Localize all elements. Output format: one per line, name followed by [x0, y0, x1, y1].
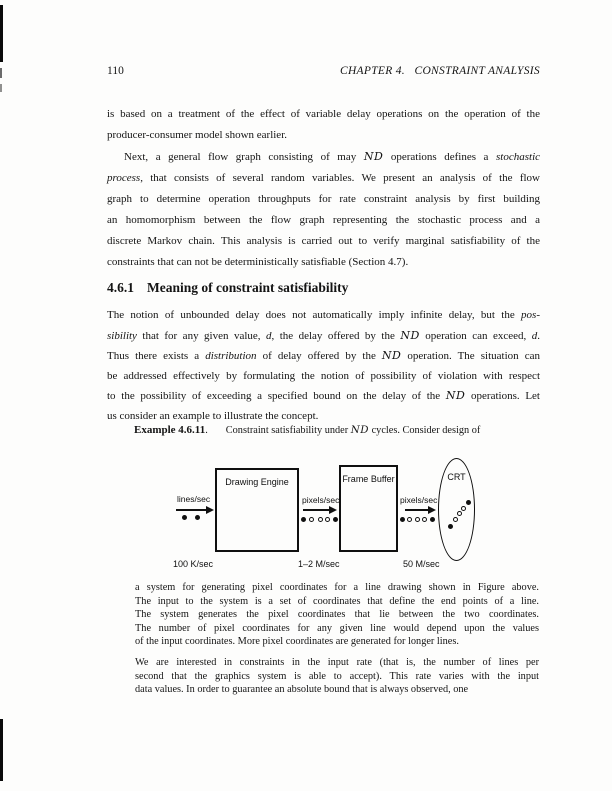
scan-artifact — [0, 5, 3, 62]
example-label-period: . — [205, 425, 208, 436]
text-line: of the input coordinates. More pixel coordinates are generated for longer lines. — [135, 636, 459, 647]
text-line: is based on a treatment of the effect of variable delay operations on the operation of the — [107, 108, 540, 120]
text-line: We are interested in constraints in the input rate (that is, the number of lines per — [135, 657, 539, 668]
text-line: Next, a general flow graph consisting of may ND operations defines a stochastic — [124, 150, 541, 163]
chapter-header: CHAPTER 4. CONSTRAINT ANALYSIS — [339, 65, 540, 77]
text-line: process, that consists of several random variables. We present an analysis of the flow — [107, 172, 540, 184]
example-intro: Constraint satisfiability under ND cycles. Consider design of — [225, 424, 481, 436]
input-arrow — [176, 509, 206, 511]
nd-script-symbol: ND — [363, 150, 384, 163]
text-line: discrete Markov chain. This analysis is carried out to verify marginal satisfiability of the — [107, 235, 540, 247]
nd-script-symbol: ND — [445, 389, 466, 402]
example-paragraph-2 — [135, 656, 539, 697]
token-dot-filled — [195, 515, 200, 520]
example-paragraph-1 — [135, 581, 539, 649]
rate-input: 100 K/sec — [173, 559, 214, 569]
frame-buffer-box — [339, 465, 398, 552]
token-dot-open — [415, 517, 420, 522]
flow-arrowhead-3 — [428, 506, 436, 514]
token-dot-open — [407, 517, 412, 522]
flow-label-pixels-per-sec-1: pixels/sec — [302, 495, 340, 505]
token-dot-open — [309, 517, 314, 522]
frame-buffer-label: Frame Buffer — [342, 474, 395, 484]
example-heading — [134, 423, 540, 438]
rate-output: 50 M/sec — [403, 559, 440, 569]
token-dot-filled — [182, 515, 187, 520]
text-line: Thus there exists a distribution of delay offered by the ND operation. The situation can — [107, 349, 540, 362]
token-dot-open — [453, 517, 458, 522]
token-dot-open — [457, 511, 462, 516]
figure-graphics-pipeline — [140, 452, 540, 582]
running-header — [107, 65, 540, 77]
crt-label: CRT — [447, 472, 466, 482]
nd-script-symbol: ND — [381, 349, 402, 362]
token-dot-open — [325, 517, 330, 522]
token-dot-filled — [301, 517, 306, 522]
rate-mid: 1–2 M/sec — [298, 559, 340, 569]
text-line: a system for generating pixel coordinates for a line drawing shown in Figure above. — [135, 582, 539, 593]
paragraph-flow-graph — [107, 146, 540, 273]
text-line: to the possibility of exceeding a specified bound on the delay of the ND operations. Let — [107, 389, 540, 402]
text-line: constraints that can not be deterministically satisfiable (Section 4.7). — [107, 256, 409, 268]
drawing-engine-box — [215, 468, 299, 552]
text-line: sibility that for any given value, d, the delay offered by the ND operation can exceed, d. — [107, 328, 540, 342]
text-line: The input to the system is a set of coordinates that define the end points of a line. — [135, 595, 539, 607]
token-dot-open — [422, 517, 427, 522]
text-line: graph to determine operation throughputs for rate constraint analysis by first building — [107, 193, 540, 205]
drawing-engine-label: Drawing Engine — [225, 477, 289, 487]
crt-ellipse — [438, 458, 475, 561]
flow-label-lines-per-sec: lines/sec — [177, 494, 211, 504]
text-line: The system generates the pixel coordinates that lie between the two coordinates. — [135, 609, 539, 620]
text-line: be addressed effectively by formulating the notion of possibility of violation with respect — [107, 369, 540, 382]
text-line: an homomorphism between the flow graph representing the stochastic process and a — [107, 214, 540, 226]
text-line: The number of pixel coordinates for any given line would depend upon the values — [135, 622, 539, 634]
flow-label-pixels-per-sec-2: pixels/sec — [400, 495, 438, 505]
nd-script-symbol: ND — [350, 424, 370, 436]
token-dot-open — [461, 506, 466, 511]
section-number: 4.6.1 — [107, 280, 134, 295]
example-label: Example 4.6.11 — [134, 424, 206, 436]
text-line: second that the graphics system is able to accept). This rate varies with the input — [135, 670, 539, 682]
token-dot-filled — [448, 524, 453, 529]
scan-artifact — [0, 84, 2, 92]
scan-artifact — [0, 719, 3, 781]
paragraph-continuation — [107, 104, 540, 146]
scan-artifact — [0, 68, 2, 78]
token-dot-filled — [400, 517, 405, 522]
input-arrowhead — [206, 506, 214, 514]
page-number: 110 — [107, 65, 124, 77]
text-line: data values. In order to guarantee an absolute bound that is always observed, one — [135, 684, 469, 695]
text-line: The notion of unbounded delay does not automatically imply infinite delay, but the pos- — [107, 309, 540, 321]
nd-script-symbol: ND — [400, 328, 420, 342]
flow-arrow-3 — [405, 509, 428, 511]
flow-arrow-2 — [303, 509, 329, 511]
token-dot-open — [318, 517, 323, 522]
section-title: Meaning of constraint satisfiability — [147, 280, 349, 295]
paragraph-satisfiability — [107, 306, 540, 426]
token-dot-filled — [430, 517, 435, 522]
text-line: producer-consumer model shown earlier. — [107, 129, 287, 141]
token-dot-filled — [333, 517, 338, 522]
section-heading — [107, 280, 540, 296]
text-line: us consider an example to illustrate the concept. — [107, 409, 319, 422]
token-dot-filled — [466, 500, 471, 505]
flow-arrowhead-2 — [329, 506, 337, 514]
